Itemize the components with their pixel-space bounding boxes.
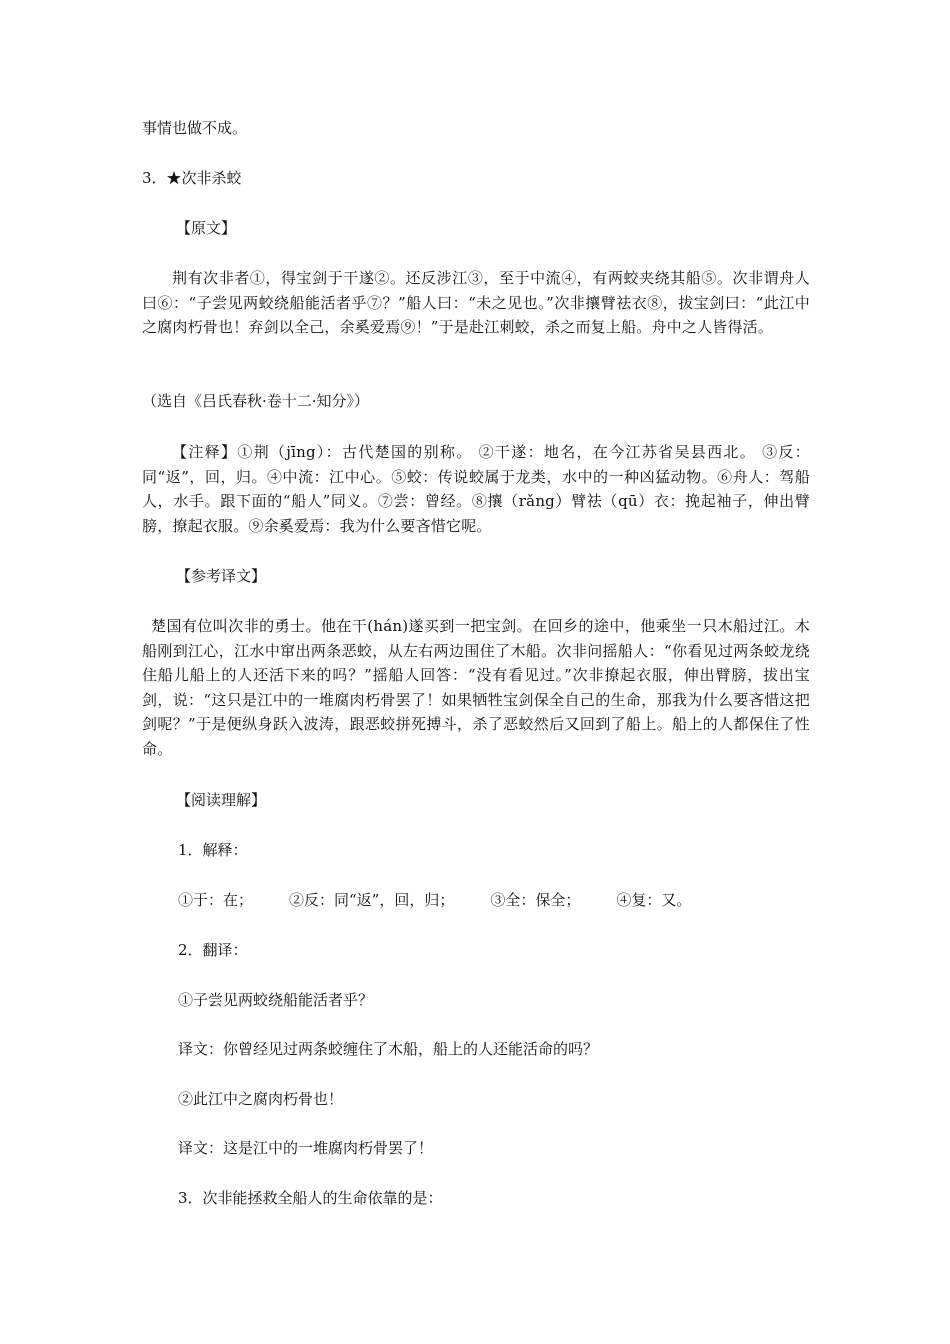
original-heading: 【原文】 xyxy=(176,219,237,237)
source-citation: （选自《吕氏春秋·卷十二·知分》） xyxy=(142,392,370,410)
original-text: 荆有次非者①，得宝剑于干遂②。还反涉江③，至于中流④，有两蛟夹绕其船⑤。次非谓舟人曰⑥：“子尝见两蛟绕船能活者乎⑦？”船人曰：“未之见也。”次非攘臂祛衣⑧，拔宝剑曰：“此江中之腐肉朽骨也！弃剑以全己，余奚爱焉⑨！”于是赴江刺蛟，杀之而复上船。舟中之人皆得活。 xyxy=(142,269,810,336)
question-1: 1．解释： xyxy=(178,841,248,859)
answer-1c: ③全：保全； xyxy=(490,891,581,909)
answer-1d: ④复：又。 xyxy=(616,891,692,909)
answer-1b: ②反：同“返”，回，归； xyxy=(289,891,455,909)
question-2-sentence-1: ①子尝见两蛟绕船能活者乎？ xyxy=(178,991,374,1009)
question-2-translation-2: 译文：这是江中的一堆腐肉朽骨罢了！ xyxy=(178,1139,434,1157)
notes-paragraph: 【注释】①荆（jīng）：古代楚国的别称。 ②干遂：地名，在今江苏省吴县西北。 ③反：同“返”，回，归。④中流：江中心。⑤蛟：传说蛟属于龙类，水中的一种凶猛动物。⑥舟人：驾船人，水手。跟下面的“船人”同义。⑦尝：曾经。⑧攘（rǎng）臂祛（qū）衣：挽起袖子，伸出臂膀，撩起衣服。⑨余奚爱焉：我为什么要吝惜它呢。 xyxy=(142,443,810,535)
question-2-translation-1: 译文：你曾经见过两条蛟缠住了木船，船上的人还能活命的吗？ xyxy=(178,1040,599,1058)
answer-1a: ①于：在； xyxy=(178,891,254,909)
question-2-sentence-2: ②此江中之腐肉朽骨也！ xyxy=(178,1090,344,1108)
reading-heading: 【阅读理解】 xyxy=(176,791,267,809)
question-3: 3．次非能拯救全船人的生命依靠的是： xyxy=(178,1189,443,1207)
translation-text: 楚国有位叫次非的勇士。他在干(hán)遂买到一把宝剑。在回乡的途中，他乘坐一只木船过江。木船刚到江心，江水中窜出两条恶蛟，从左右两边围住了木船。次非问摇船人：“你看见过两条蛟龙绕住船儿船上的人还活下来的吗？”摇船人回答：“没有看见过。”次非撩起衣服，伸出臂膀，拔出宝剑，说：“这只是江中的一堆腐肉朽骨罢了！如果牺牲宝剑保全自己的生命，那我为什么要吝惜这把剑呢？”于是便纵身跃入波涛，跟恶蛟拼死搏斗，杀了恶蛟然后又回到了船上。船上的人都保住了性命。 xyxy=(142,617,810,758)
translation-heading: 【参考译文】 xyxy=(176,567,267,585)
section-title: 3．★次非杀蛟 xyxy=(142,169,242,187)
question-1-answers xyxy=(178,888,848,912)
question-2: 2．翻译： xyxy=(178,941,248,959)
carryover-line: 事情也做不成。 xyxy=(142,119,248,137)
